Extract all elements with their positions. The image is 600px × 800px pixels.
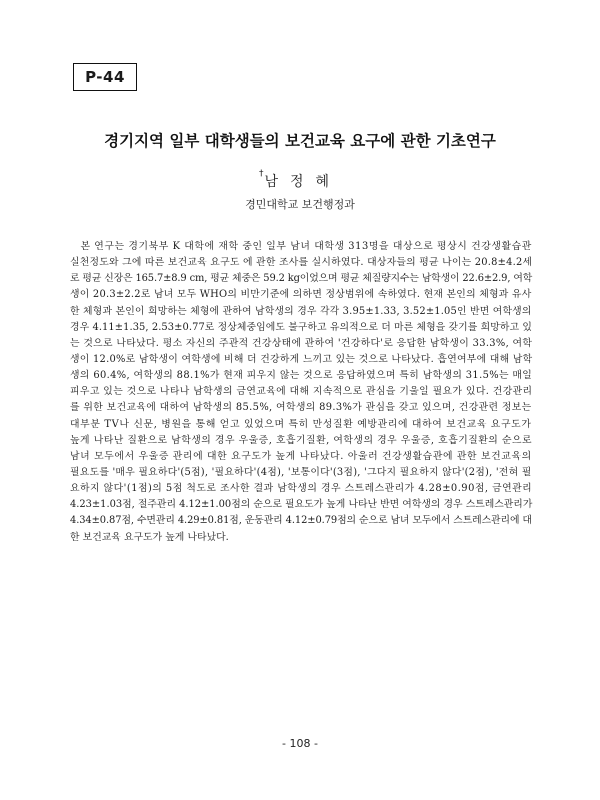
abstract-line: 를 위한 보건교육에 대하여 남학생의 85.5%, 여학생의 89.3%가 관심을 갖고 있으며, 건강관련 정보는 xyxy=(70,402,532,414)
abstract-line: 남녀 모두에서 우울증 관리에 대한 요구도가 높게 나타났다. 아울러 건강생활습관에 관한 보건교육의 xyxy=(70,450,532,462)
abstract-line: 생이 20.3±2.2로 남녀 모두 WHO의 비만기준에 의하면 정상범위에 속하였다. 현재 본인의 체형과 유사 xyxy=(70,289,532,301)
author-line xyxy=(0,171,600,191)
abstract-line: 본 연구는 경기북부 K 대학에 재학 중인 일부 남녀 대학생 313명을 대상으로 평상시 건강생활습관 xyxy=(70,241,532,252)
abstract-line: 피우고 있는 것으로 나타나 남학생의 금연교육에 대해 지속적으로 관심을 기울일 필요가 있다. 건강관리 xyxy=(70,386,533,398)
abstract-line: 높게 나타난 질환으로 남학생의 경우 우울증, 호흡기질환, 여학생의 경우 우울증, 호흡기질환의 순으로 xyxy=(70,434,533,446)
abstract-line: 는 것으로 나타났다. 평소 자신의 주관적 건강상태에 관하여 '건강하다'로 응답한 남학생이 33.3%, 여학 xyxy=(70,337,533,349)
author-name: 남정혜 xyxy=(264,174,342,190)
abstract-line: 생의 60.4%, 여학생의 88.1%가 현재 피우지 않는 것으로 응답하였으며 특히 남학생의 31.5%는 매일 xyxy=(70,370,533,382)
abstract-line: 생이 12.0%로 남학생이 여학생에 비해 더 건강하게 느끼고 있는 것으로 나타났다. 흡연여부에 대해 남학 xyxy=(70,353,533,365)
abstract-line: 한 보건교육 요구도가 높게 나타났다. xyxy=(70,531,229,543)
abstract-line: 필요도를 '매우 필요하다'(5점), '필요하다'(4점), '보통이다'(3점), '그다지 필요하지 않다'(2점), '전혀 필 xyxy=(70,466,532,478)
abstract-line: 로 평균 신장은 165.7±8.9 cm, 평균 체중은 59.2 kg이었으며 평균 체질량지수는 남학생이 22.6±2.9, 여학 xyxy=(70,273,533,285)
abstract-line: 4.34±0.87점, 수면관리 4.29±0.81점, 운동관리 4.12±0.79점의 순으로 남녀 모두에서 스트레스관리에 대 xyxy=(70,515,532,527)
abstract-line: 경우 4.11±1.35, 2.53±0.77로 정상체중임에도 불구하고 유의적으로 더 마른 체형을 갖기를 희망하고 있 xyxy=(70,321,532,333)
page-number: - 108 - xyxy=(282,737,318,750)
abstract-line: 실천정도와 그에 따른 보건교육 요구도 에 관한 조사를 실시하였다. 대상자들의 평균 나이는 20.8±4.2세 xyxy=(70,257,533,269)
abstract-body xyxy=(70,239,532,546)
poster-number-badge: P-44 xyxy=(73,63,137,91)
abstract-line: 요하지 않다'(1점)의 5점 척도로 조사한 결과 남학생의 경우 스트레스관리가 4.28±0.90점, 금연관리 xyxy=(70,483,533,495)
abstract-line: 4.23±1.03점, 절주관리 4.12±1.00점의 순으로 필요도가 높게 나타난 반면 여학생의 경우 스트레스관리가 xyxy=(70,499,533,511)
abstract-line: 대부분 TV나 신문, 병원을 통해 얻고 있었으며 특히 만성질환 예방관리에 대하여 보건교육 요구도가 xyxy=(70,418,532,430)
paper-title: 경기지역 일부 대학생들의 보건교육 요구에 관한 기초연구 xyxy=(104,132,496,150)
author-affiliation: 경민대학교 보건행정과 xyxy=(245,198,355,211)
corresponding-author-mark: † xyxy=(258,169,264,179)
abstract-line: 한 체형과 본인이 희망하는 체형에 관하여 남학생의 경우 각각 3.95±1.33, 3.52±1.05인 반면 여학생의 xyxy=(70,305,532,317)
